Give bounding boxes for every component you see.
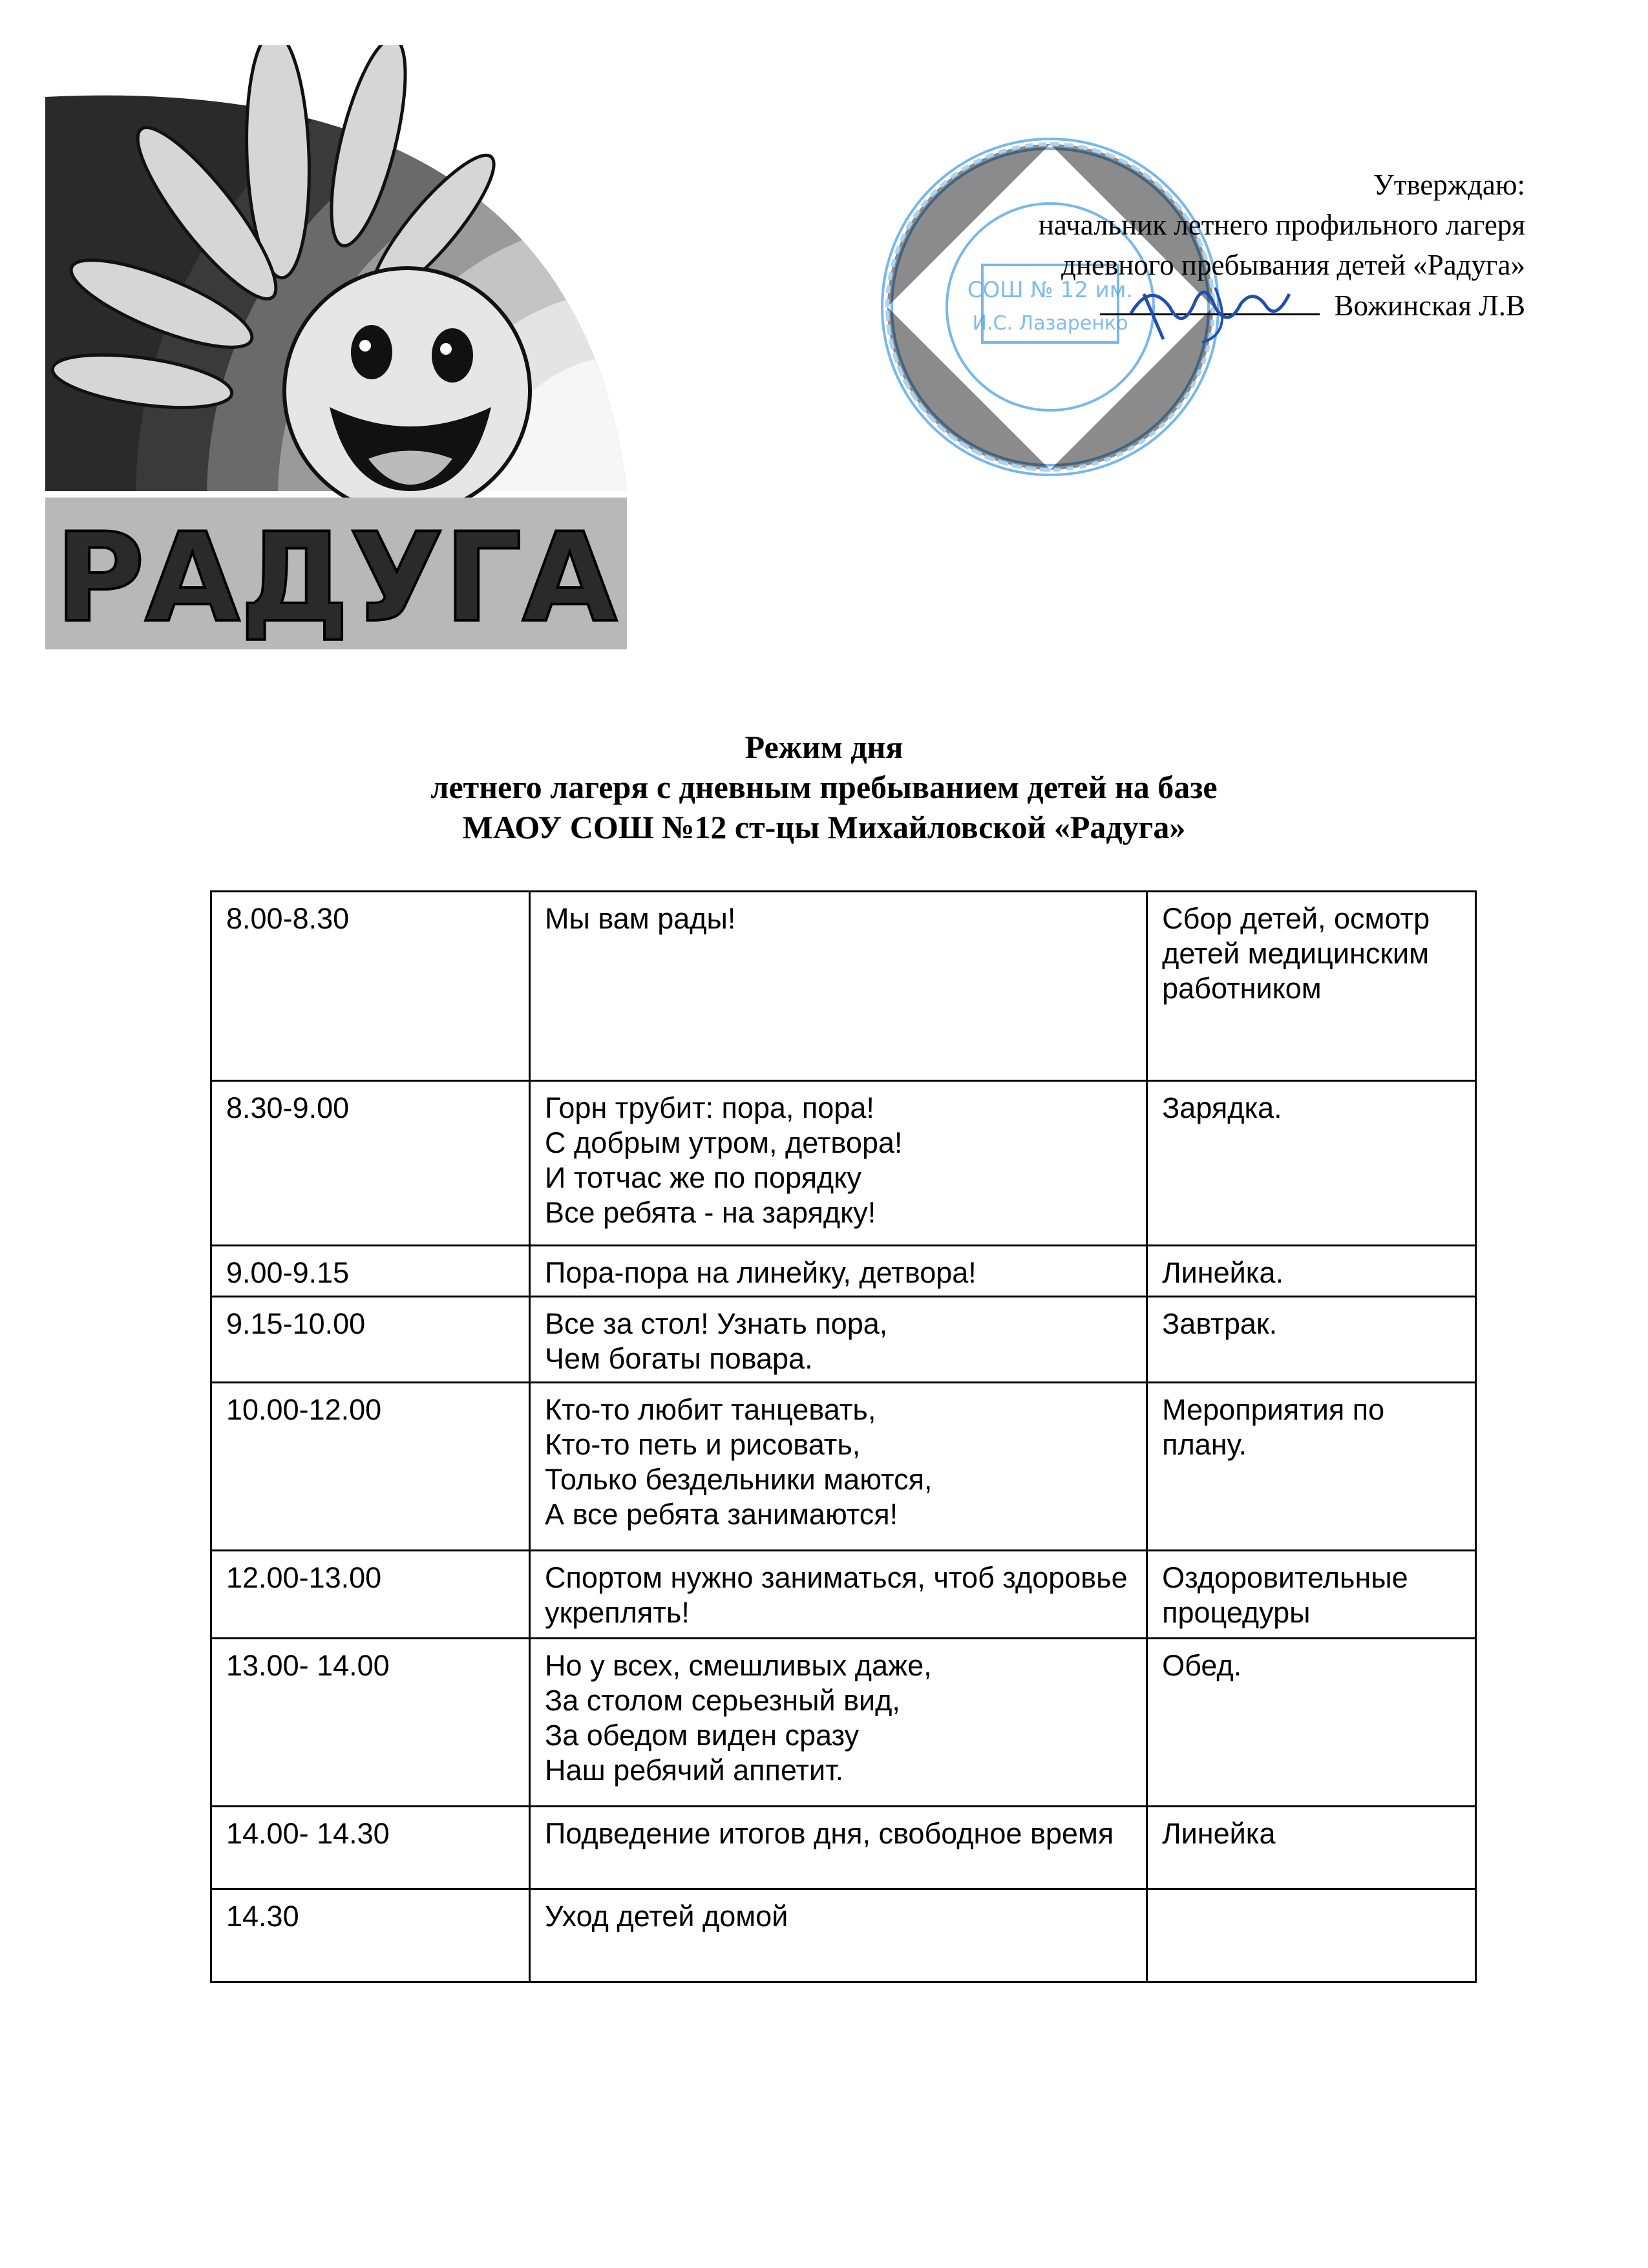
time-cell: 10.00-12.00 [211,1383,530,1551]
activity-cell: Обед. [1147,1639,1476,1807]
table-row [211,1081,1476,1246]
document-title [0,727,1648,847]
activity-cell: Мероприятия по плану. [1147,1383,1476,1551]
approver-name: Вожинская Л.В [1334,289,1525,322]
verse-cell: Пора-пора на линейку, детвора! [530,1246,1147,1297]
activity-cell: Линейка. [1147,1246,1476,1297]
time-cell: 9.15-10.00 [211,1297,530,1383]
logo-text: РАДУГА [54,507,618,649]
svg-text:СОШ № 12 им.: СОШ № 12 им. [967,277,1134,303]
title-line-1: Режим дня [745,729,903,765]
activity-cell: Оздоровительные процедуры [1147,1551,1476,1639]
svg-text:И.С. Лазаренко: И.С. Лазаренко [972,312,1128,335]
table-row [211,1807,1476,1889]
table-row [211,1889,1476,1982]
time-cell: 13.00- 14.00 [211,1639,530,1807]
time-cell: 14.30 [211,1889,530,1982]
approval-camp-name: дневного пребывания детей «Радуга» [1061,249,1525,281]
verse-cell: Все за стол! Узнать пора, Чем богаты повара. [530,1297,1147,1383]
time-cell: 12.00-13.00 [211,1551,530,1639]
table-row [211,1383,1476,1551]
table-row [211,1639,1476,1807]
activity-cell: Завтрак. [1147,1297,1476,1383]
verse-cell: Подведение итогов дня, свободное время [530,1807,1147,1889]
activity-cell [1147,1889,1476,1982]
approval-position: начальник летнего профильного лагеря [1038,209,1525,241]
table-row [211,892,1476,1081]
handwritten-signature [1125,268,1293,352]
activity-cell: Зарядка. [1147,1081,1476,1246]
verse-cell: Но у всех, смешливых даже, За столом серьезный вид, За обедом виден сразу Наш ребячий аппетит. [530,1639,1147,1807]
verse-cell: Уход детей домой [530,1889,1147,1982]
activity-cell: Линейка [1147,1807,1476,1889]
approval-heading: Утверждаю: [1373,169,1525,201]
table-row [211,1246,1476,1297]
time-cell: 14.00- 14.30 [211,1807,530,1889]
title-line-2: летнего лагеря с дневным пребыванием детей на базе [430,769,1218,805]
activity-cell: Сбор детей, осмотр детей медицинским работником [1147,892,1476,1081]
verse-cell: Мы вам рады! [530,892,1147,1081]
radduga-logo [45,45,627,649]
schedule-table [210,890,1477,1983]
time-cell: 8.00-8.30 [211,892,530,1081]
title-line-3: МАОУ СОШ №12 ст-цы Михайловской «Радуга» [462,809,1186,845]
table-row [211,1297,1476,1383]
verse-cell: Горн трубит: пора, пора! С добрым утром, детвора! И тотчас же по порядку Все ребята - на зарядку! [530,1081,1147,1246]
time-cell: 9.00-9.15 [211,1246,530,1297]
verse-cell: Кто-то любит танцевать, Кто-то петь и рисовать, Только бездельники маются, А все ребята занимаются! [530,1383,1147,1551]
time-cell: 8.30-9.00 [211,1081,530,1246]
table-row [211,1551,1476,1639]
verse-cell: Спортом нужно заниматься, чтоб здоровье укреплять! [530,1551,1147,1639]
